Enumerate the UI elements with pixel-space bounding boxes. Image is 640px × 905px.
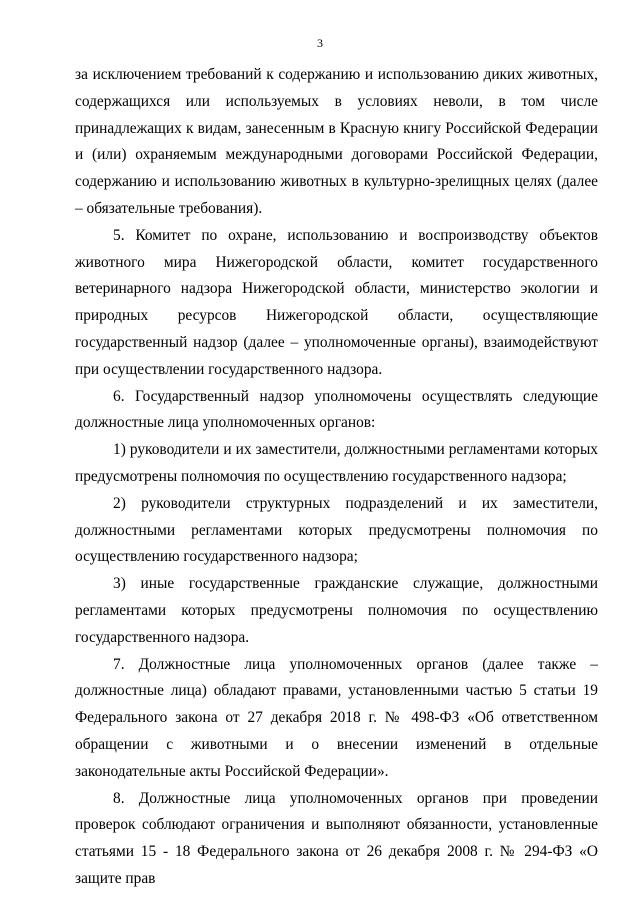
paragraph-item-6: 6. Государственный надзор уполномочены осуществлять следующие должностные лица уполномоченных органов: <box>75 387 598 432</box>
paragraph-item-7: 7. Должностные лица уполномоченных органов (далее также – должностные лица) обладают правами, установленными частью 5 статьи 19 Федерального закона от 27 декабря 2018 г. № 498-ФЗ «Об ответственном обращении с животными и о внесении изменений в отдельные законодательные акты Российской Федерации». <box>75 655 598 780</box>
paragraph-item-5: 5. Комитет по охране, использованию и воспроизводству объектов животного мира Нижегородской области, комитет государственного ветеринарного надзора Нижегородской области, министерство экологии и природных ресурсов Нижегородской области, осуществляющие государственный надзор (далее – уполномоченные органы), взаимодействуют при осуществлении государственного надзора. <box>75 226 598 378</box>
paragraph-item-8: 8. Должностные лица уполномоченных органов при проведении проверок соблюдают ограничения и выполняют обязанности, установленные статьями 15 - 18 Федерального закона от 26 декабря 2008 г. № 294-ФЗ «О защите прав <box>75 789 598 887</box>
document-body <box>75 62 598 893</box>
paragraph-continuation: за исключением требований к содержанию и использованию диких животных, содержащихся или используемых в условиях неволи, в том числе принадлежащих к видам, занесенным в Красную книгу Российской Федерации и (или) охраняемым международными договорами Российской Федерации, содержанию и использованию животных в культурно-зрелищных целях (далее – обязательные требования). <box>75 66 598 217</box>
page-number: 3 <box>317 36 323 50</box>
paragraph-subitem-3: 3) иные государственные гражданские служащие, должностными регламентами которых предусмотрены полномочия по осуществлению государственного надзора. <box>75 575 598 646</box>
paragraph-subitem-2: 2) руководители структурных подразделений и их заместители, должностными регламентами которых предусмотрены полномочия по осуществлению государственного надзора; <box>75 494 598 566</box>
paragraph-subitem-1: 1) руководители и их заместители, должностными регламентами которых предусмотрены полномочия по осуществлению государственного надзора; <box>75 441 598 485</box>
